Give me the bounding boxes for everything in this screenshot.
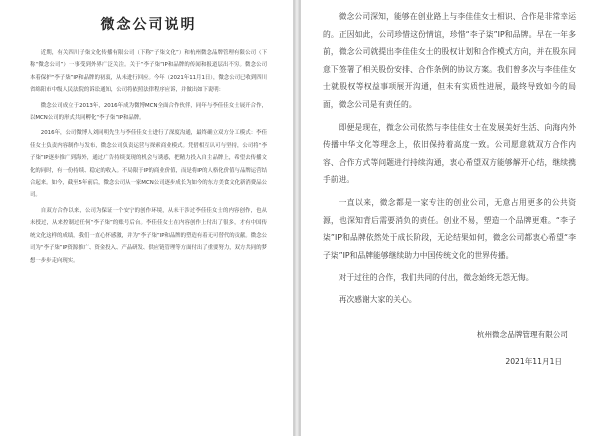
body-paragraph-creation: 自双方合作以来，公司为保证一个安宁的创作环境，从未干涉过李佳佳女士的内容创作，也从未授过，从来控制过任何“李子柒”的账号后台。李佳佳女士在内容创作上付出了很多，才有中国传统文化这样的成绩，我们一直心怀感激，并为“李子柒”IP和品牌的塑造有着无可替代的贡献。微念公司为“李子柒”IP资源推广、资金投入、产品研发、供应链管理等方面付出了重要努力，双方共同的梦想一步步走向现实。 <box>30 207 267 264</box>
statement-page-right <box>300 0 600 436</box>
signature-date: 2021年11月1日 <box>505 356 562 366</box>
body-paragraph-startup: 一直以来，微念都是一家专注的创业公司，无意占用更多的公共资源，也深知背后需要消负的责任。创业不易，塑造一个品牌更难。“李子柒”IP和品牌依然处于成长阶段，无论结果如何，微念公司都衷心希望“李子柒”IP和品牌能够继续助力中国传统文化的世界传播。 <box>323 197 576 260</box>
body-paragraph-founding: 微念公司成立于2013年，2016年成为微博MCN全面合作伙伴，同年与李佳佳女士展开合作，以MCN公司的形式共同孵化“李子柒”IP和品牌。 <box>30 102 267 122</box>
document-title: 微念公司说明 <box>100 17 197 33</box>
body-paragraph-intro: 近期，有关四川子柒文化传播有限公司（下称“子柒文化”）和杭州微念品牌管理有限公司（下称“微念公司”）一事受到外界广泛关注。关于“李子柒”IP和品牌的传闻和报道层出不穷。微念公司本着保护“李子柒”IP和品牌的初衷，从未进行回应。今年（2021年11月1日），微念公司已收到四川省绵阳市中级人民法院的诉讼通知，公司将依照法律程序应诉，并做出如下说明： <box>30 50 267 94</box>
body-paragraph-no-regret: 对于过往的合作，我们共同的付出，微念始终无怨无悔。 <box>338 273 534 283</box>
body-paragraph-gratitude: 微念公司深知，能够在创业路上与李佳佳女士相识、合作是非常幸运的。正因如此，公司珍惜这份情谊，珍惜“李子柒”IP和品牌。早在一年多前，微念公司就提出李佳佳女士的股权计划和合作模式方向，并在股东同意下签署了相关股份安排、合作条例的协议方案。我们曾多次与李佳佳女士就股权等权益事项展开沟通，但未有实质性进展，最终导致如今的局面，微念公司是有责任的。 <box>323 12 576 109</box>
statement-page-left <box>0 0 294 436</box>
body-paragraph-thanks: 再次感谢大家的关心。 <box>338 294 417 304</box>
body-paragraph-shared-values: 即便是现在，微念公司依然与李佳佳女士在发展美好生活、向海内外传播中华文化等理念上，依旧保持着高度一致。公司愿意就双方合作内容、合作方式等问题进行持续沟通，衷心希望双方能够解开心结，继续携手前进。 <box>323 122 576 185</box>
body-paragraph-cooperation: 2016年，公司微博人刘同明先生与李佳佳女士进行了深度沟通，最终确立双方分工模式：李佳佳女士负责内容制作与发布，微念公司负责运营与探索商业模式。凭借相互认可与坚持，公司将“李子柒”IP逐步推广到海外，通过广告持续变现的机会与诱惑，把精力投入自主品牌上，希望去传播文化的同时，有一份持续、稳定的收入。不局限于IP的商业价值，而是将IP的人格化价值与品牌运营结合起来。如今，截至5年前后，微念公司从一家MCN公司逐步成长为如今的东方美食文化新消费品公司。 <box>30 130 267 199</box>
company-signature: 杭州微念品牌管理有限公司 <box>476 329 568 339</box>
